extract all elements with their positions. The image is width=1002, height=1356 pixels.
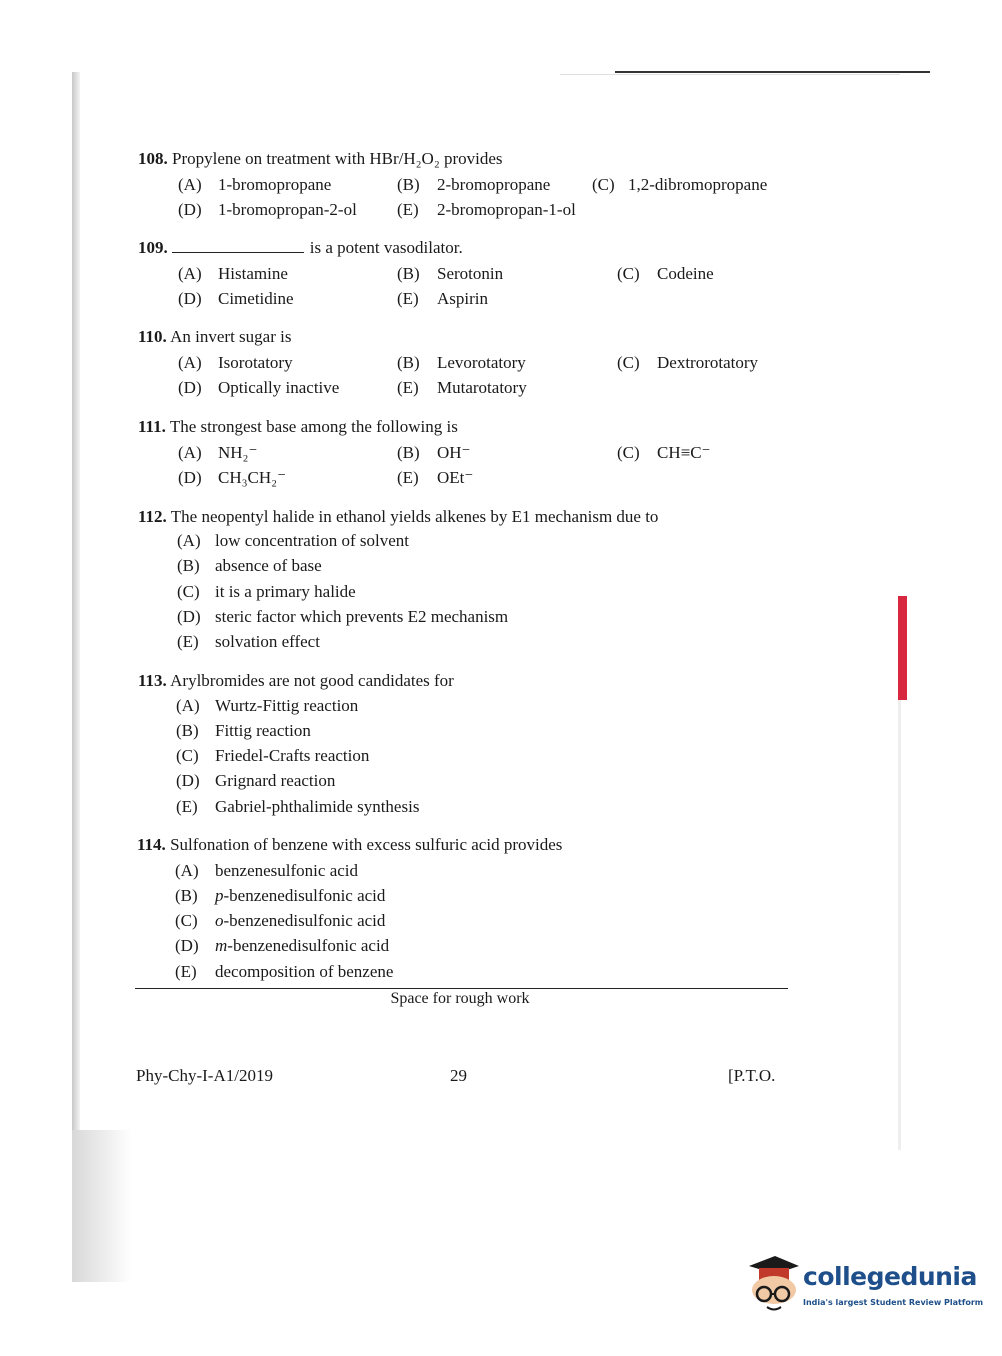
pto-label: [P.T.O. [728,1066,776,1085]
option: (A) Wurtz-Fittig reaction [176,696,359,715]
page-number: 29 [450,1066,467,1085]
option: (A) NH₂⁻ [178,443,258,462]
option: (C) CH≡C⁻ [617,443,711,462]
logo-tagline: India's largest Student Review Platform [803,1298,984,1307]
question-stem: The neopentyl halide in ethanol yields alkenes by E1 mechanism due to [170,507,659,526]
option: (B) p-benzenedisulfonic acid [175,886,386,905]
option: (A) 1-bromopropane [178,175,332,194]
question-stem: Sulfonation of benzene with excess sulfuric acid provides [170,835,563,854]
question-stem: is a potent vasodilator. [309,238,463,257]
option: (B) 2-bromopropane [397,175,551,194]
option: (A) Isorotatory [178,353,293,372]
option: (D) Grignard reaction [176,771,336,790]
option: (D) CH₃CH₂⁻ [178,468,287,487]
option: (E) 2-bromopropan-1-ol [397,200,576,219]
question-110 [138,324,291,349]
option: (E) OEt⁻ [397,468,474,487]
question-114 [137,832,562,857]
scan-shadow [72,1130,132,1282]
option: (B) Levorotatory [397,353,526,372]
question-stem: Propylene on treatment with HBr/H₂O₂ provides [172,149,503,168]
option: (C) Codeine [617,264,714,283]
option: (C) o-benzenedisulfonic acid [175,911,386,930]
question-109 [138,235,463,260]
option: (C) Friedel-Crafts reaction [176,746,370,765]
option: (B) OH⁻ [397,443,471,462]
question-number: 110. [138,327,167,346]
option: (E) decomposition of benzene [175,962,394,981]
option: (C) 1,2-dibromopropane [592,175,768,194]
question-108 [138,146,503,171]
mascot-icon [745,1252,801,1314]
scan-shadow [72,72,80,1282]
option: (A) benzenesulfonic acid [175,861,359,880]
option: (D) Cimetidine [178,289,294,308]
question-number: 109. [138,238,168,257]
question-number: 111. [138,417,166,436]
option: (B) absence of base [177,556,322,575]
question-112 [138,504,658,529]
question-number: 113. [138,671,167,690]
option: (D) steric factor which prevents E2 mechanism [177,607,509,626]
question-stem: Arylbromides are not good candidates for [170,671,454,690]
question-number: 108. [138,149,168,168]
option: (D) m-benzenedisulfonic acid [175,936,390,955]
option: (D) Optically inactive [178,378,340,397]
question-stem: An invert sugar is [170,327,292,346]
option: (C) it is a primary halide [177,582,356,601]
question-stem: The strongest base among the following is [169,417,458,436]
question-111 [138,414,458,439]
scan-edge-line [615,71,930,73]
option: (C) Dextrorotatory [617,353,759,372]
option: (E) solvation effect [177,632,320,651]
option: (B) Fittig reaction [176,721,311,740]
scan-edge-line [898,700,901,1150]
logo-wordmark: collegedunia [803,1262,977,1291]
option: (D) 1-bromopropan-2-ol [178,200,357,219]
paper-code: Phy-Chy-I-A1/2019 [136,1066,273,1085]
answer-blank [172,238,304,253]
question-113 [138,668,454,693]
question-number: 112. [138,507,167,526]
red-page-tab [898,596,907,700]
option: (A) low concentration of solvent [177,531,410,550]
rough-work-divider [135,988,788,989]
option: (E) Gabriel-phthalimide synthesis [176,797,420,816]
option: (E) Mutarotatory [397,378,527,397]
collegedunia-logo [745,1252,984,1314]
option: (A) Histamine [178,264,288,283]
option: (B) Serotonin [397,264,504,283]
question-number: 114. [137,835,166,854]
rough-work-label: Space for rough work [390,990,530,1007]
option: (E) Aspirin [397,289,488,308]
scan-edge-line [560,74,900,75]
